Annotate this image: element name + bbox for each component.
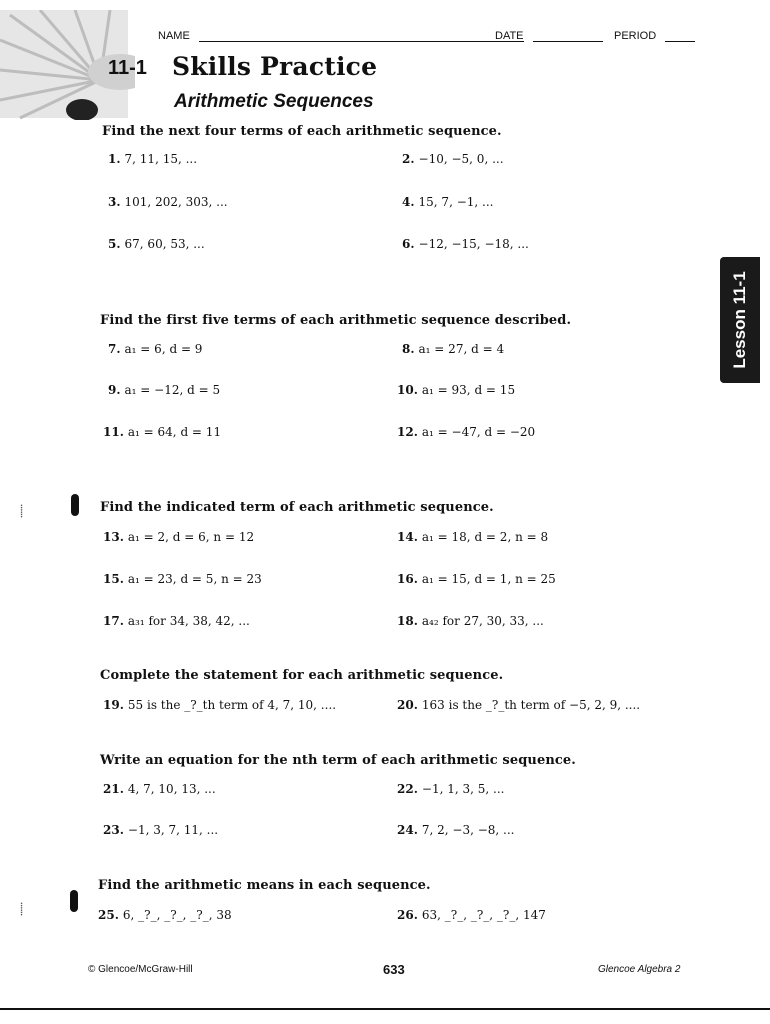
period-label: PERIOD [614,30,657,42]
name-blank[interactable] [199,41,524,42]
section-heading: Write an equation for the nth term of each arithmetic sequence. [100,753,576,768]
problem-text: a₁ = 2, d = 6, n = 12 [127,530,255,544]
problem-text: a₁ = −47, d = −20 [421,425,536,439]
problem-text: a₄₂ for 27, 30, 33, ... [421,614,544,628]
problem-number: 25. [98,908,119,922]
problem-number: 3. [108,195,121,209]
problem-2 [402,152,504,166]
problem-number: 4. [402,195,415,209]
problem-16 [397,572,556,586]
problem-26 [397,908,546,922]
problem-number: 22. [397,782,418,796]
problem-text: 4, 7, 10, 13, ... [127,782,216,796]
period-blank[interactable] [665,41,695,42]
problem-number: 18. [397,614,418,628]
problem-number: 14. [397,530,418,544]
problem-21 [103,782,216,796]
problem-20 [397,698,640,712]
problem-text: a₁ = 27, d = 4 [418,342,505,356]
problem-text: 15, 7, −1, ... [418,195,494,209]
problem-number: 23. [103,823,124,837]
problem-15 [103,572,262,586]
problem-text: −1, 1, 3, 5, ... [421,782,505,796]
problem-text: 55 is the _?_th term of 4, 7, 10, .... [127,698,337,712]
page-subtitle: Arithmetic Sequences [174,91,374,112]
problem-11 [103,425,221,439]
problem-text: 7, 11, 15, ... [124,152,198,166]
problem-text: a₁ = 6, d = 9 [124,342,203,356]
problem-10 [397,383,515,397]
problem-text: a₁ = 15, d = 1, n = 25 [421,572,556,586]
section-heading: Find the indicated term of each arithmetic sequence. [100,500,494,515]
bottom-rule [0,1008,770,1010]
margin-speck: ⸽ [20,902,24,916]
problem-number: 17. [103,614,124,628]
problem-number: 1. [108,152,121,166]
problem-number: 13. [103,530,124,544]
problem-number: 10. [397,383,418,397]
problem-number: 24. [397,823,418,837]
footer-book-title: Glencoe Algebra 2 [598,964,681,975]
lesson-tab-label: Lesson 11-1 [730,271,749,369]
problem-number: 12. [397,425,418,439]
lesson-side-tab [720,257,760,383]
problem-1 [108,152,197,166]
problem-text: 7, 2, −3, −8, ... [421,823,515,837]
margin-bullet [70,890,78,912]
problem-number: 19. [103,698,124,712]
problem-22 [397,782,504,796]
problem-text: 101, 202, 303, ... [124,195,228,209]
date-label: DATE [495,30,524,42]
problem-number: 7. [108,342,121,356]
lesson-number-badge: 11-1 [108,57,147,79]
problem-25 [98,908,232,922]
problem-text: a₁ = 93, d = 15 [421,383,516,397]
margin-bullet [71,494,79,516]
problem-6 [402,237,529,251]
problem-19 [103,698,336,712]
problem-23 [103,823,218,837]
footer-copyright: © Glencoe/McGraw-Hill [88,964,193,975]
problem-13 [103,530,254,544]
section-heading: Find the next four terms of each arithmetic sequence. [102,124,502,139]
problem-number: 6. [402,237,415,251]
problem-text: a₁ = 18, d = 2, n = 8 [421,530,549,544]
problem-text: a₁ = −12, d = 5 [124,383,221,397]
problem-number: 8. [402,342,415,356]
problem-number: 26. [397,908,418,922]
problem-text: −1, 3, 7, 11, ... [127,823,219,837]
problem-5 [108,237,205,251]
problem-text: a₃₁ for 34, 38, 42, ... [127,614,250,628]
date-field [495,30,603,42]
problem-14 [397,530,548,544]
problem-12 [397,425,535,439]
problem-24 [397,823,515,837]
section-heading: Find the first five terms of each arithmetic sequence described. [100,313,572,328]
problem-text: a₁ = 23, d = 5, n = 23 [127,572,262,586]
problem-4 [402,195,493,209]
problem-18 [397,614,544,628]
page-title: Skills Practice [172,52,378,81]
section-heading: Complete the statement for each arithmetic sequence. [100,668,504,683]
problem-number: 20. [397,698,418,712]
problem-8 [402,342,504,356]
problem-text: 67, 60, 53, ... [124,237,205,251]
problem-7 [108,342,202,356]
problem-number: 11. [103,425,124,439]
problem-number: 5. [108,237,121,251]
problem-text: 63, _?_, _?_, _?_, 147 [421,908,546,922]
problem-number: 15. [103,572,124,586]
problem-text: 6, _?_, _?_, _?_, 38 [122,908,232,922]
problem-text: 163 is the _?_th term of −5, 2, 9, .... [421,698,641,712]
date-blank[interactable] [533,41,603,42]
section-heading: Find the arithmetic means in each sequence. [98,878,431,893]
problem-text: −12, −15, −18, ... [418,237,529,251]
problem-text: a₁ = 64, d = 11 [127,425,222,439]
problem-number: 21. [103,782,124,796]
problem-number: 9. [108,383,121,397]
problem-number: 16. [397,572,418,586]
problem-number: 2. [402,152,415,166]
problem-17 [103,614,250,628]
problem-3 [108,195,228,209]
name-field [158,30,524,42]
problem-9 [108,383,220,397]
margin-speck: ⸽ [20,504,24,518]
name-label: NAME [158,30,190,42]
period-field [614,30,695,42]
footer-page-number: 633 [383,962,405,977]
problem-text: −10, −5, 0, ... [418,152,504,166]
